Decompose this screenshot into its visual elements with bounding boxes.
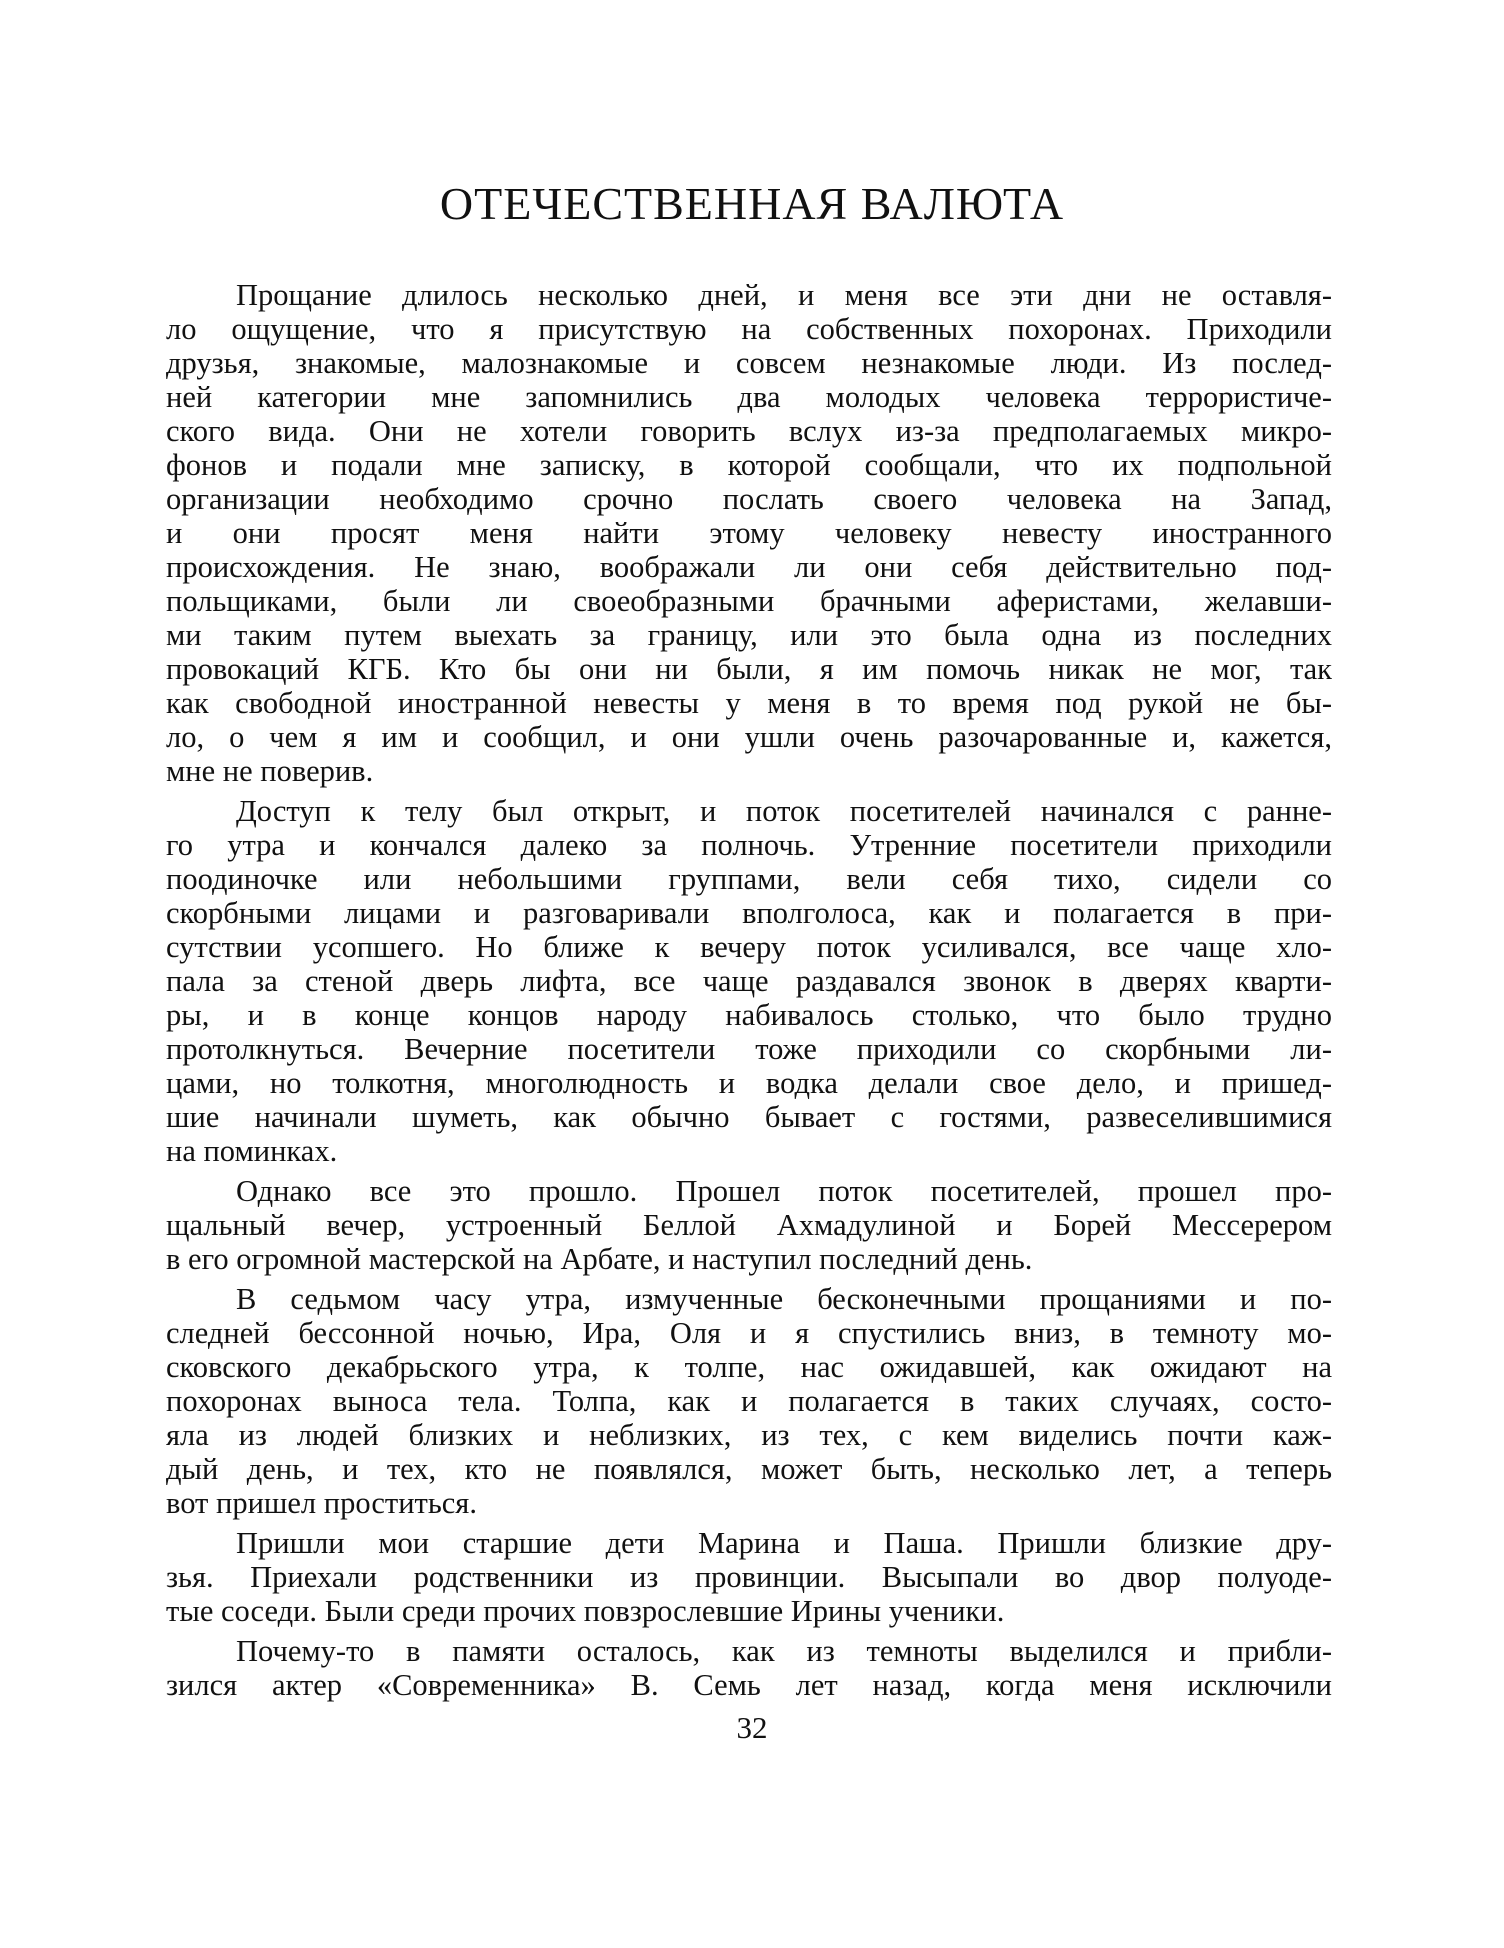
- text-line: ми таким путем выехать за границу, или это была одна из последних: [166, 618, 1332, 652]
- text-line: происхождения. Не знаю, воображали ли они себя действительно под-: [166, 550, 1332, 584]
- text-line: щальный вечер, устроенный Беллой Ахмадулиной и Борей Мессерером: [166, 1208, 1332, 1242]
- paragraph: [166, 1526, 1332, 1628]
- paragraph: [166, 794, 1332, 1168]
- text-line: на поминках.: [166, 1134, 338, 1168]
- text-line: похоронах выноса тела. Толпа, как и полагается в таких случаях, состо-: [166, 1384, 1332, 1418]
- text-line: как свободной иностранной невесты у меня в то время под рукой не бы-: [166, 686, 1332, 720]
- paragraph: [166, 1634, 1332, 1702]
- text-line: го утра и кончался далеко за полночь. Утренние посетители приходили: [166, 828, 1332, 862]
- text-line: ского вида. Они не хотели говорить вслух из-за предполагаемых микро-: [166, 414, 1332, 448]
- text-line: сутствии усопшего. Но ближе к вечеру поток усиливался, все чаще хло-: [166, 930, 1332, 964]
- text-line: пала за стеной дверь лифта, все чаще раздавался звонок в дверях кварти-: [166, 964, 1332, 998]
- text-line: скорбными лицами и разговаривали вполголоса, как и полагается в при-: [166, 896, 1332, 930]
- text-line: ло, о чем я им и сообщил, и они ушли очень разочарованные и, кажется,: [166, 720, 1332, 754]
- text-line: В седьмом часу утра, измученные бесконечными прощаниями и по-: [236, 1282, 1332, 1316]
- text-line: следней бессонной ночью, Ира, Оля и я спустились вниз, в темноту мо-: [166, 1316, 1332, 1350]
- paragraph: [166, 1174, 1332, 1276]
- text-line: и они просят меня найти этому человеку невесту иностранного: [166, 516, 1332, 550]
- text-line: дый день, и тех, кто не появлялся, может быть, несколько лет, а теперь: [166, 1452, 1332, 1486]
- text-line: яла из людей близких и неблизких, из тех, с кем виделись почти каж-: [166, 1418, 1332, 1452]
- page-number: 32: [736, 1710, 768, 1745]
- text-line: вот пришел проститься.: [166, 1486, 477, 1520]
- text-line: мне не поверив.: [166, 754, 374, 788]
- text-line: организации необходимо срочно послать своего человека на Запад,: [166, 482, 1332, 516]
- text-line: провокаций КГБ. Кто бы они ни были, я им помочь никак не мог, так: [166, 652, 1332, 686]
- text-line: ло ощущение, что я присутствую на собственных похоронах. Приходили: [166, 312, 1332, 346]
- text-line: зья. Приехали родственники из провинции. Высыпали во двор полуоде-: [166, 1560, 1332, 1594]
- text-line: зился актер «Современника» В. Семь лет назад, когда меня исключили: [166, 1668, 1332, 1702]
- text-line: протолкнуться. Вечерние посетители тоже приходили со скорбными ли-: [166, 1032, 1332, 1066]
- chapter-title: ОТЕЧЕСТВЕННАЯ ВАЛЮТА: [439, 178, 1065, 229]
- text-line: польщиками, были ли своеобразными брачными аферистами, желавши-: [166, 584, 1332, 618]
- text-line: Прощание длилось несколько дней, и меня все эти дни не оставля-: [236, 278, 1332, 312]
- paragraph: [166, 278, 1332, 788]
- text-line: друзья, знакомые, малознакомые и совсем незнакомые люди. Из послед-: [166, 346, 1332, 380]
- paragraph: [166, 1282, 1332, 1520]
- text-line: тые соседи. Были среди прочих повзрослевшие Ирины ученики.: [166, 1594, 1005, 1628]
- body-text: [166, 278, 1332, 1708]
- text-line: Однако все это прошло. Прошел поток посетителей, прошел про-: [236, 1174, 1332, 1208]
- text-line: поодиночке или небольшими группами, вели себя тихо, сидели со: [166, 862, 1332, 896]
- text-line: в его огромной мастерской на Арбате, и наступил последний день.: [166, 1242, 1033, 1276]
- text-line: фонов и подали мне записку, в которой сообщали, что их подпольной: [166, 448, 1332, 482]
- text-line: ры, и в конце концов народу набивалось столько, что было трудно: [166, 998, 1332, 1032]
- text-line: Почему-то в памяти осталось, как из темноты выделился и прибли-: [236, 1634, 1332, 1668]
- text-line: ней категории мне запомнились два молодых человека террористиче-: [166, 380, 1332, 414]
- text-line: цами, но толкотня, многолюдность и водка делали свое дело, и пришед-: [166, 1066, 1332, 1100]
- text-line: шие начинали шуметь, как обычно бывает с гостями, развеселившимися: [166, 1100, 1332, 1134]
- text-line: Пришли мои старшие дети Марина и Паша. Пришли близкие дру-: [236, 1526, 1332, 1560]
- text-line: сковского декабрьского утра, к толпе, нас ожидавшей, как ожидают на: [166, 1350, 1332, 1384]
- text-line: Доступ к телу был открыт, и поток посетителей начинался с ранне-: [236, 794, 1332, 828]
